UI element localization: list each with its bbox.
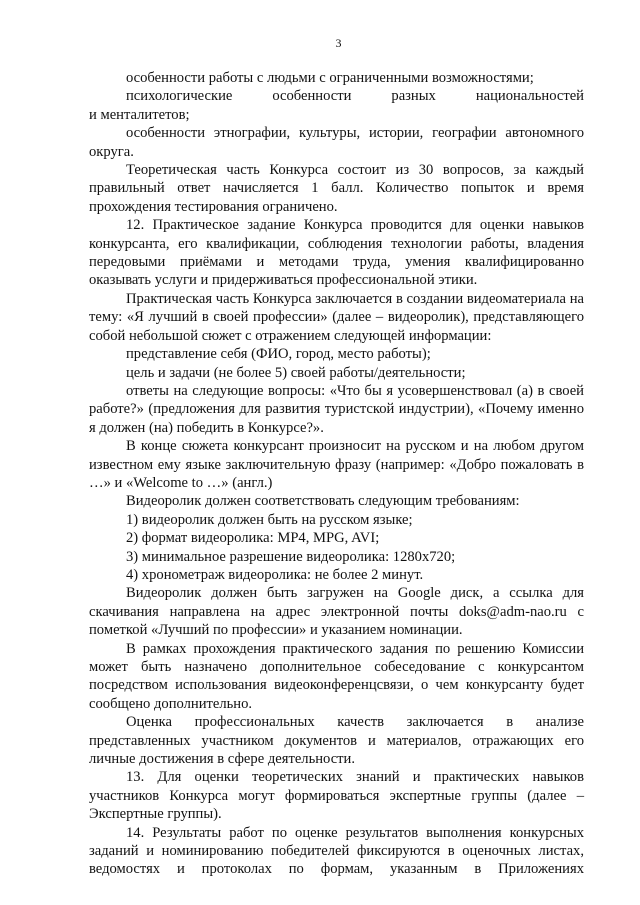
paragraph: В конце сюжета конкурсант произносит на русском и на любом другом известном ему языке заключительную фразу (например: «Добро пожаловать в …» и «Welcome to …» (англ.) — [89, 438, 584, 491]
paragraph: 14. Результаты работ по оценке результатов выполнения конкурсных заданий и номинированию победителей фиксируются в оценочных листах, ведомостях и протоколах по формам, указанным в Приложениях — [89, 824, 584, 878]
paragraph: 3) минимальное разрешение видеоролика: 1280x720; — [126, 548, 456, 565]
paragraph: особенности этнографии, культуры, истории, географии автономного округа. — [89, 125, 584, 160]
paragraph: Практическая часть Конкурса заключается в создании видеоматериала на тему: «Я лучший в своей профессии» (далее – видеоролик), представляющего собой небольшой сюжет с отражением следующей информации: — [89, 290, 584, 344]
paragraph: 1) видеоролик должен быть на русском языке; — [126, 511, 413, 528]
paragraph: 13. Для оценки теоретических знаний и практических навыков участников Конкурса могут формироваться экспертные группы (далее – Экспертные группы). — [89, 769, 584, 823]
paragraph: цель и задачи (не более 5) своей работы/деятельности; — [126, 364, 466, 381]
paragraph: и менталитетов; — [89, 106, 190, 123]
paragraph: В рамках прохождения практического задания по решению Комиссии может быть назначено дополнительное собеседование с конкурсантом посредством использования видеоконференцсвязи, о чем конкурсанту будет сообщено дополнительно. — [89, 640, 584, 712]
paragraph: Видеоролик должен быть загружен на Google диск, а ссылка для скачивания направлена на адрес электронной почты doks@adm-nao.ru с пометкой «Лучший по профессии» и указанием номинации. — [89, 585, 584, 639]
page-number: 3 — [335, 36, 342, 50]
paragraph: представление себя (ФИО, город, место работы); — [126, 346, 431, 363]
paragraph: 2) формат видеоролика: MP4, MPG, AVI; — [126, 530, 380, 547]
paragraph: ответы на следующие вопросы: «Что бы я усовершенствовал (а) в своей работе?» (предложения для развития туристской индустрии), «Почему именно я должен (на) победить в Конкурсе?». — [89, 382, 584, 436]
document-body — [89, 69, 584, 879]
paragraph: 4) хронометраж видеоролика: не более 2 минут. — [126, 566, 424, 583]
paragraph: Видеоролик должен соответствовать следующим требованиям: — [126, 493, 520, 510]
paragraph: Теоретическая часть Конкурса состоит из 30 вопросов, за каждый правильный ответ начисляется 1 балл. Количество попыток и время прохождения тестирования ограничено. — [89, 162, 584, 215]
paragraph: 12. Практическое задание Конкурса проводится для оценки навыков конкурсанта, его квалификации, соблюдения технологии работы, владения передовыми приёмами и методами труда, умения квалифицированно оказывать услуги и придерживаться профессиональной этики. — [89, 217, 584, 289]
paragraph: психологические особенности разных национальностей — [126, 88, 584, 105]
paragraph: особенности работы с людьми с ограниченными возможностями; — [126, 70, 534, 86]
paragraph: Оценка профессиональных качеств заключается в анализе представленных участником документов и материалов, отражающих его личные достижения в сфере деятельности. — [89, 714, 584, 768]
